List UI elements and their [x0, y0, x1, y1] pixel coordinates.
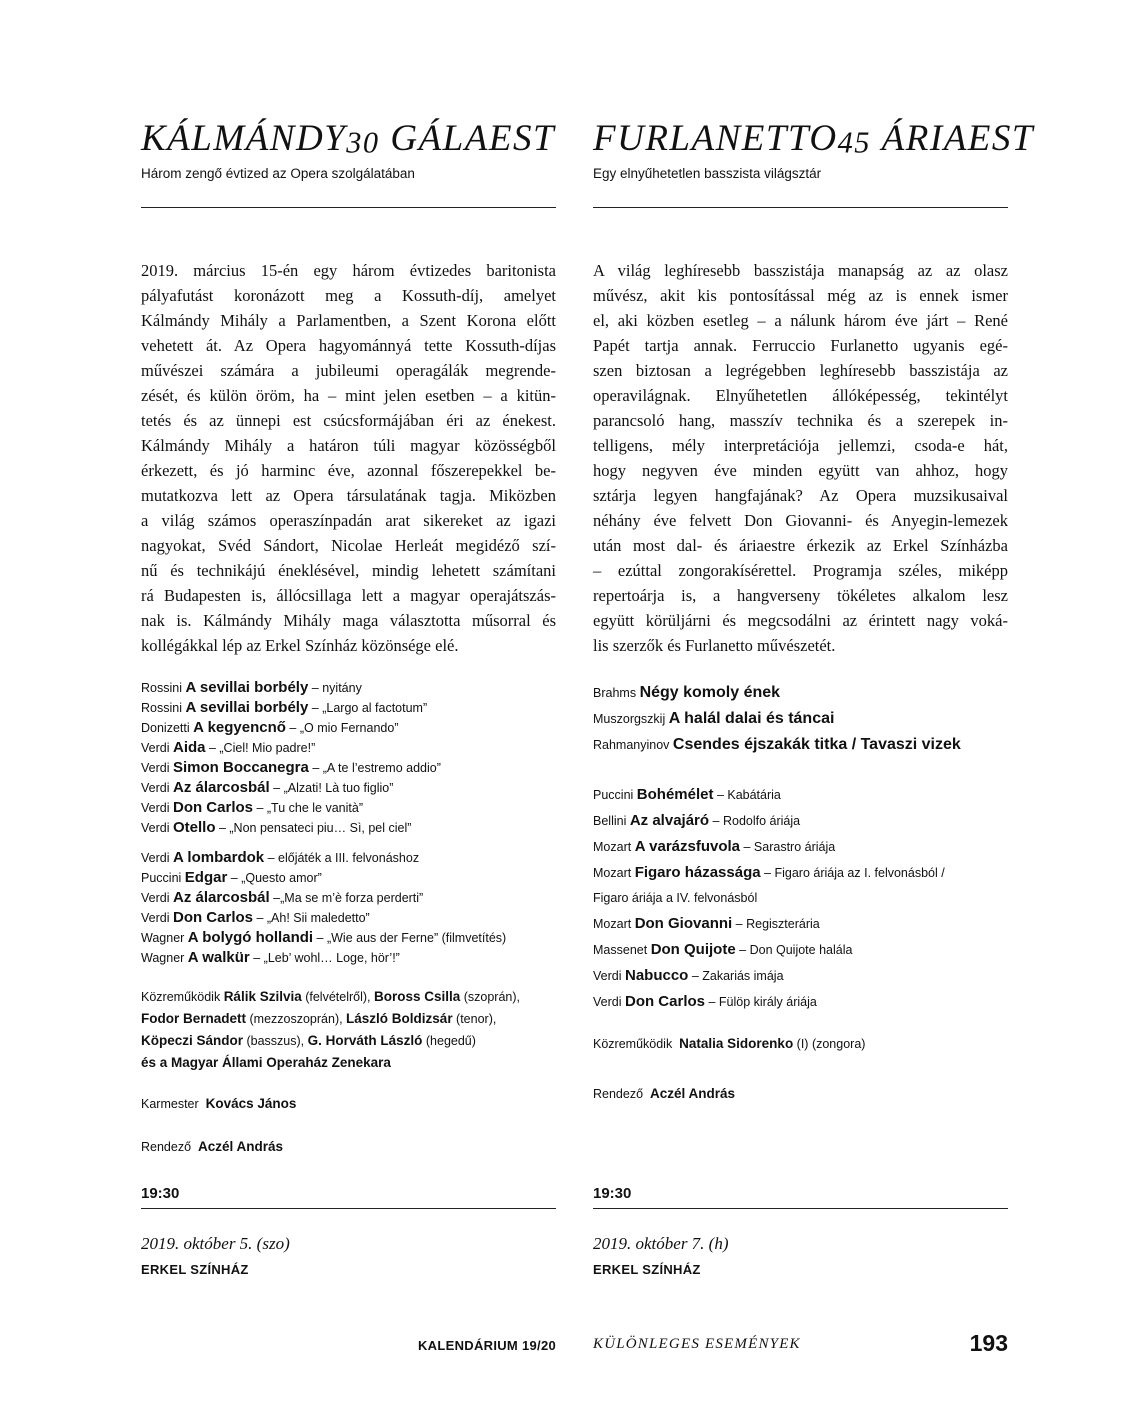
right-program-part-1 [593, 680, 1008, 758]
right-event-date: 2019. október 7. (h) [593, 1234, 729, 1253]
program-work: Csendes éjszakák titka / Tavaszi vizek [672, 736, 961, 753]
program-composer: Mozart [593, 917, 632, 931]
program-note: – „O mio Fernando” [285, 721, 399, 735]
right-program-part-2 [593, 782, 1008, 1015]
program-composer: Verdi [593, 969, 622, 983]
program-composer: Rossini [141, 681, 182, 695]
program-work: Aida [172, 739, 206, 756]
program-item [593, 989, 1008, 1015]
program-composer: Verdi [141, 741, 170, 755]
program-work: Az álarcosbál [172, 779, 270, 796]
description-line: operavilágnak. Elnyűhetetlen állóképesség, tekintélyt [593, 386, 1008, 405]
program-work: Don Quijote [650, 941, 736, 958]
performers-label: Közreműködik [593, 1037, 673, 1051]
description-line: után most dal- és áriaestre érkezik az Erkel Színházba [593, 536, 1008, 555]
program-note: – „Wie aus der Ferne” (filmvetítés) [313, 931, 507, 945]
description-line: nű és technikájú éneklésével, mindig lehetett számítani [141, 561, 556, 580]
program-composer: Bellini [593, 814, 627, 828]
description-line: tetés és az ünnepi est csúcsformájában éri az énekest. [141, 411, 556, 430]
director-name: Aczél András [650, 1086, 736, 1101]
description-line: nagyokat, Svéd Sándort, Nicolae Herleát megidéző szí- [141, 536, 556, 555]
program-item [593, 911, 1008, 937]
program-note: – Regiszterária [732, 917, 820, 931]
program-note: – „Leb’ wohl… Loge, hör’!” [249, 951, 400, 965]
program-composer: Rossini [141, 701, 182, 715]
program-note: Figaro áriája a IV. felvonásból [593, 891, 758, 905]
left-event-title: KÁLMÁNDY30 GÁLAEST [141, 118, 556, 160]
performers-line [141, 1030, 556, 1052]
description-line: művészei számára a jubileumi operagálák megrende- [141, 361, 556, 380]
program-composer: Rahmanyinov [593, 738, 670, 752]
program-composer: Verdi [141, 891, 170, 905]
program-work: A sevillai borbély [185, 699, 309, 716]
description-line: zését, és külön öröm, ha – mint jelen esetben – a kitün- [141, 386, 556, 405]
program-work: A sevillai borbély [185, 679, 309, 696]
performer-name: G. Horváth László [307, 1033, 423, 1048]
left-program-part-2 [141, 848, 556, 968]
program-work: Simon Boccanegra [172, 759, 309, 776]
program-item [141, 868, 556, 888]
description-line: nak is. Kálmándy Mihály maga választotta műsorral és [141, 611, 556, 630]
program-composer: Donizetti [141, 721, 190, 735]
program-work: Don Giovanni [634, 915, 733, 932]
description-line: telligens, mély interpretációja jellemzi, csoda-e hát, [593, 436, 1008, 455]
program-work: A lombardok [172, 849, 265, 866]
program-note: – „Largo al factotum” [308, 701, 428, 715]
program-note: – nyitány [308, 681, 362, 695]
program-item [593, 706, 1008, 732]
director-name: Aczél András [198, 1139, 284, 1154]
performer-name: és a Magyar Állami Operaház Zenekara [141, 1055, 391, 1070]
program-item [141, 888, 556, 908]
performer-name: Fodor Bernadett [141, 1011, 247, 1026]
program-item [593, 680, 1008, 706]
program-note: – Kabátária [713, 788, 781, 802]
director-label: Rendező [141, 1140, 192, 1154]
program-item [593, 963, 1008, 989]
conductor-label: Karmester [141, 1097, 199, 1111]
performer-voice: (hegedű) [422, 1034, 476, 1048]
left-event-time: 19:30 [141, 1185, 180, 1202]
right-event-subtitle: Egy elnyűhetetlen basszista világsztár [593, 166, 822, 182]
left-event-subtitle: Három zengő évtized az Opera szolgálatában [141, 166, 415, 182]
performer-voice: (mezzoszoprán), [246, 1012, 347, 1026]
description-line: szen biztosan a legrégebben leghíresebb basszistája az [593, 361, 1008, 380]
program-note: –„Ma se m’è forza perderti” [269, 891, 424, 905]
program-item [593, 834, 1008, 860]
program-item [141, 928, 556, 948]
description-line: művész, akit kis pontosítással még az is ennek ismer [593, 286, 1008, 305]
program-composer: Mozart [593, 866, 632, 880]
program-item [141, 908, 556, 928]
program-work: Don Carlos [172, 799, 253, 816]
performer-voice: (tenor), [452, 1012, 497, 1026]
program-item [593, 732, 1008, 758]
program-composer: Verdi [141, 821, 170, 835]
right-event-column [593, 116, 1034, 1277]
program-composer: Verdi [141, 781, 170, 795]
description-line: sztárja legyen hangfajának? Az Opera muzsikusaival [593, 486, 1008, 505]
program-composer: Verdi [141, 851, 170, 865]
program-work: A walkür [187, 949, 250, 966]
left-event-column [141, 116, 556, 1277]
description-line: 2019. március 15-én egy három évtizedes baritonista [141, 261, 556, 280]
right-event-venue: ERKEL SZÍNHÁZ [593, 1262, 701, 1277]
program-note: – Rodolfo áriája [709, 814, 801, 828]
program-work: A varázsfuvola [634, 838, 741, 855]
program-composer: Brahms [593, 686, 637, 700]
program-note: – „Questo amor” [227, 871, 322, 885]
program-item [141, 778, 556, 798]
performers-line [141, 1052, 556, 1074]
program-item [141, 818, 556, 838]
performer-name: Boross Csilla [373, 989, 461, 1004]
program-note: – Don Quijote halála [735, 943, 853, 957]
program-note: – „Ciel! Mio padre!” [205, 741, 316, 755]
description-line: kollégákkal lép az Erkel Színház közönsége elé. [141, 636, 459, 655]
program-item [141, 848, 556, 868]
left-performers [141, 986, 556, 1074]
director-label: Rendező [593, 1087, 644, 1101]
description-line: Papét tartja annak. Ferruccio Furlanetto ugyanis egé- [593, 336, 1008, 355]
description-line: Kálmándy Mihály a Parlamentben, a Szent Korona előtt [141, 311, 556, 330]
page-number: 193 [969, 1330, 1008, 1356]
description-line: rá Budapesten is, állócsillaga lett a magyar operajátszás- [141, 586, 556, 605]
performer-name: Rálik Szilvia [223, 989, 302, 1004]
program-work: Edgar [184, 869, 228, 886]
left-event-date: 2019. október 5. (szo) [141, 1234, 290, 1253]
right-performers [593, 1033, 1008, 1055]
performer-name: László Boldizsár [346, 1011, 453, 1026]
left-event-description [141, 258, 556, 658]
program-work: Figaro házassága [634, 864, 761, 881]
program-note: – „Non pensateci piu… Sì, pel ciel” [215, 821, 412, 835]
footer-publication: KALENDÁRIUM 19/20 [417, 1338, 556, 1353]
description-line: lis szerzők és Furlanetto művészetét. [593, 636, 836, 655]
program-work: Don Carlos [624, 993, 705, 1010]
program-item [141, 718, 556, 738]
program-item [141, 948, 556, 968]
right-event-title: FURLANETTO45 ÁRIAEST [593, 118, 1034, 160]
program-item [593, 937, 1008, 963]
program-work: Az álarcosbál [172, 889, 270, 906]
program-composer: Muszorgszkij [593, 712, 666, 726]
program-note: – „Tu che le vanità” [253, 801, 364, 815]
program-composer: Puccini [141, 871, 182, 885]
program-work: A halál dalai és táncai [668, 710, 835, 727]
performers-line [141, 986, 556, 1008]
left-conductor [141, 1093, 556, 1115]
program-note: – „Ah! Sii maledetto” [253, 911, 370, 925]
program-item [141, 798, 556, 818]
program-work: Az alvajáró [629, 812, 710, 829]
program-composer: Massenet [593, 943, 648, 957]
performer-name: Natalia Sidorenko [679, 1036, 794, 1051]
program-note: – Fülöp király áriája [705, 995, 817, 1009]
left-title-divider [141, 207, 556, 208]
right-director [593, 1083, 1008, 1105]
performer-note: (I) (zongora) [793, 1037, 866, 1051]
conductor-name: Kovács János [205, 1096, 297, 1111]
description-line: a világ számos operaszínpadán arat sikereket az igazi [141, 511, 556, 530]
description-line: együtt körüljárni és megcsodálni az érintett nagy voká- [593, 611, 1008, 630]
performers-line [141, 1008, 556, 1030]
performer-voice: (felvételről), [301, 990, 374, 1004]
program-note: – Sarastro áriája [740, 840, 836, 854]
description-line: pályafutást koronázott meg a Kossuth-díj, amelyet [141, 286, 556, 305]
program-work: Bohémélet [636, 786, 714, 803]
description-line: vehetett át. Az Opera hagyománnyá tette Kossuth-díjas [141, 336, 556, 355]
program-note: – előjáték a III. felvonáshoz [264, 851, 420, 865]
performer-voice: (basszus), [243, 1034, 308, 1048]
program-work: A kegyencnő [193, 719, 286, 736]
program-work: Négy komoly ének [639, 684, 781, 701]
program-item [593, 782, 1008, 808]
right-event-time: 19:30 [593, 1185, 632, 1202]
performer-name: Köpeczi Sándor [141, 1033, 244, 1048]
program-composer: Verdi [141, 801, 170, 815]
program-item [141, 678, 556, 698]
program-work: Nabucco [624, 967, 689, 984]
left-time-divider [141, 1208, 556, 1209]
program-composer: Puccini [593, 788, 634, 802]
left-director [141, 1136, 556, 1158]
program-note: – „A te l’estremo addio” [308, 761, 441, 775]
footer-section: KÜLÖNLEGES ESEMÉNYEK [593, 1336, 801, 1352]
description-line: repertoárja is, a hangverseny tökéletes alkalom lesz [593, 586, 1008, 605]
right-title-divider [593, 207, 1008, 208]
description-line: mutatkozva lett az Opera társulatának tagja. Miközben [141, 486, 556, 505]
description-line: érkezett, és jó harminc éve, azonnal főszerepekkel be- [141, 461, 556, 480]
program-work: A bolygó hollandi [187, 929, 314, 946]
description-line: néhány éve felvett Don Giovanni- és Anyegin-lemezek [593, 511, 1008, 530]
program-note: – Figaro áriája az I. felvonásból / [760, 866, 945, 880]
program-work: Otello [172, 819, 216, 836]
description-line: parancsoló hang, masszív technika és a szerepek in- [593, 411, 1008, 430]
program-item [141, 758, 556, 778]
program-note: – „Alzati! Là tuo figlio” [269, 781, 394, 795]
program-item [593, 860, 1008, 886]
description-line: – ezúttal zongorakísérettel. Programja széles, miképp [593, 561, 1008, 580]
program-composer: Mozart [593, 840, 632, 854]
left-program-part-1 [141, 678, 556, 838]
description-line: el, aki közben esetleg – a nálunk három éve járt – René [593, 311, 1008, 330]
right-event-description [593, 258, 1008, 658]
program-composer: Verdi [141, 911, 170, 925]
performer-voice: (szoprán), [460, 990, 521, 1004]
left-event-venue: ERKEL SZÍNHÁZ [141, 1262, 249, 1277]
performers-label: Közreműködik [141, 990, 221, 1004]
program-work: Don Carlos [172, 909, 253, 926]
description-line: Kálmándy Mihály a határon túli magyar közösségből [141, 436, 556, 455]
description-line: hogy negyven éve minden együtt van ahhoz, hogy [593, 461, 1008, 480]
program-composer: Verdi [593, 995, 622, 1009]
program-note: – Zakariás imája [688, 969, 784, 983]
program-item [141, 738, 556, 758]
program-item [593, 808, 1008, 834]
program-composer: Wagner [141, 931, 185, 945]
program-composer: Verdi [141, 761, 170, 775]
program-item [593, 886, 1008, 911]
program-composer: Wagner [141, 951, 185, 965]
program-item [141, 698, 556, 718]
description-line: A világ leghíresebb basszistája manapság az az olasz [593, 261, 1008, 280]
right-time-divider [593, 1208, 1008, 1209]
